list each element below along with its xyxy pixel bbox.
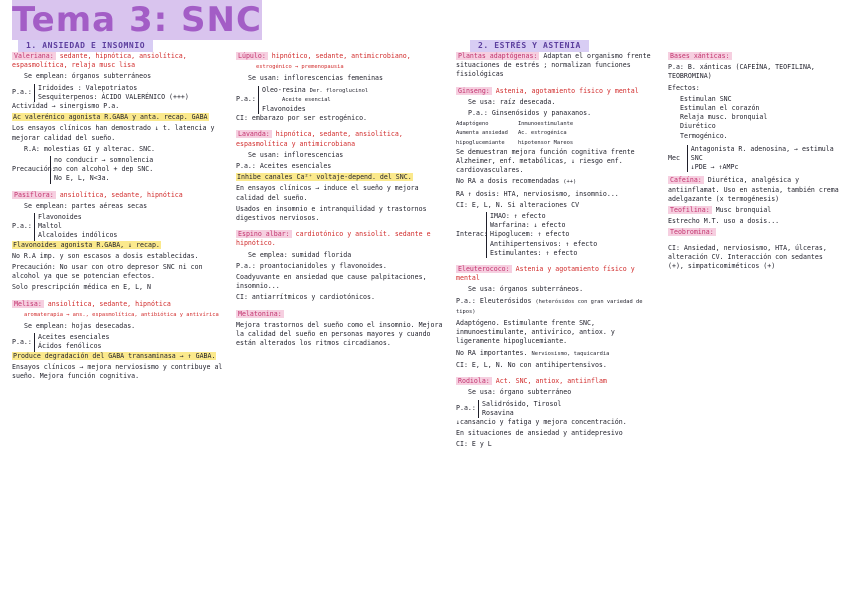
use-ginseng: Se usa: raíz desecada. xyxy=(468,97,556,106)
pa-tree-valeriana: P.a.: Iridoides : Valepotriatos Sesquiterpenos: ÁCIDO VALERÉNICO (+++) xyxy=(12,83,189,101)
plant-name-valeriana: Valeriana: xyxy=(14,52,54,60)
ginseng-block: Ginseng: Astenia, agotamiento físico y mental Se usa: raíz desecada. P.a.: Ginsenósidos y panaxanos. Adaptógeno Aumenta ansiedad hipoglucemiante Inmunoestimulante Ac. estrogénica hipotensor Mareos Se demuestran mejora función cognitiva frente Alzheimer, enf. metabólicas, ↓ riesgo enf. cardiovasculares. No RA a dosis recomendadas (++) RA ↑ dosis: HTA, nerviosismo, insomnio... CI: E, L, N. Si alteraciones CV Interac: IMAO: ↑ efecto Warfarina: ↓ efecto Hipoglucem: ↑ efecto Antihipertensivos: ↑ efecto Estimulantes: ↑ efecto xyxy=(456,87,662,258)
melatonina-block xyxy=(236,310,446,349)
use-lavanda: Se usan: inflorescencias xyxy=(248,150,344,159)
eleuterococo-block: Eleuterococo: Astenia y agotamiento físico y mental Se usa: órganos subterráneos. P.a.: Eleuterósidos (heterósidos con gran variedad de tipos) Adaptógeno. Estimulante frente SNC, inmunoestimulante, antivírico, antiox. y ligeramente hipoglucemiante. No RA importantes. Nerviosismo, taquicardia CI: E, L, N. No con antihipertensivos. xyxy=(456,265,662,370)
ra-dosis-ginseng: RA ↑ dosis: HTA, nerviosismo, insomnio... xyxy=(456,189,619,198)
use-melisa: Se emplean: hojas desecadas. xyxy=(24,322,136,331)
mechanism-valeriana: Ac valerénico agonista R.GABA y anta. recap. GABA xyxy=(13,113,208,122)
mechanism-pasiflora: Flavonoides agonista R.GABA, ↓ recap. xyxy=(13,240,160,249)
pa-item: Sesquiterpenos: ÁCIDO VALERÉNICO (+++) xyxy=(38,92,189,101)
heading-bases-xanticas: Bases xánticas: xyxy=(670,52,730,60)
use-rodiola: Se usa: órgano subterráneo xyxy=(468,388,572,397)
use-lupulo: Se usan: inflorescencias femeninas xyxy=(248,74,383,83)
plant-name-rodiola: Rodiola: xyxy=(458,377,490,386)
demuestra-ginseng: Se demuestran mejora función cognitiva frente Alzheimer, enf. metabólicas, ↓ riesgo enf. cardiovasculares. xyxy=(456,147,635,175)
pasiflora-block xyxy=(12,191,230,293)
pa-tree-rodiola: P.a.: Salidrósido, Tirosol Rosavina xyxy=(456,399,562,417)
effects-rodiola: Act. SNC, antiox, antiinflam xyxy=(495,377,607,386)
ci-rodiola: CI: E y L xyxy=(456,440,492,449)
plant-name-lavanda: Lavanda: xyxy=(238,130,270,139)
mechanism-lavanda: Inhibe canales Ca²⁺ voltaje-depend. del SNC. xyxy=(237,173,412,182)
precaucion-pasiflora: Precaución: No usar con otro depresor SNC ni con alcohol ya que se potencian efectos. xyxy=(12,263,203,281)
plant-name-lupulo: Lúpulo: xyxy=(238,52,266,60)
column-3 xyxy=(456,52,662,457)
no-ra-ginseng: No RA a dosis recomendadas xyxy=(456,177,560,186)
use-espino: Se emplea: sumidad florida xyxy=(248,250,352,259)
column-2 xyxy=(236,52,446,355)
effects-ginseng: Astenia, agotamiento físico y mental xyxy=(495,86,639,95)
plant-name-melatonina: Melatonina: xyxy=(238,309,282,318)
ensayos-valeriana: Los ensayos clínicos han demostrado ↓ t. latencia y mejorar calidad del sueño. xyxy=(12,124,215,142)
actividades-ginseng: Adaptógeno Aumenta ansiedad hipoglucemiante Inmunoestimulante Ac. estrogénica hipotensor Mareos xyxy=(456,121,574,146)
coadyuvante-espino: Coadyuvante en ansiedad que cause palpitaciones, insomnio... xyxy=(236,273,427,291)
pa-bases-xanticas: P.a: B. xánticas (CAFEÍNA, TEOFILINA, TEOBROMINA) xyxy=(668,63,815,81)
interacciones-ginseng: Interac: IMAO: ↑ efecto Warfarina: ↓ efecto Hipoglucem: ↑ efecto Antihipertensivos: ↑ efecto Estimulantes: ↑ efecto xyxy=(456,212,598,257)
mechanism-melisa: Produce degradación del GABA transaminasa → ↑ GABA. xyxy=(13,351,216,360)
cansancio-rodiola: ↓cansancio y fatiga y mejora concentración. xyxy=(456,417,627,426)
effects-lupulo: hipnótico, sedante, antimicrobiano, xyxy=(271,52,411,60)
effects-espino: cardiotónico y ansiolít. sedante e hipnótico. xyxy=(236,230,431,248)
effects-lavanda: hipnótica, sedante, ansiolítica, espasmolítica y antimicrobiana xyxy=(236,130,403,148)
ci-ginseng: CI: E, L, N. Si alteraciones CV xyxy=(456,200,580,209)
use-eleuterococo: Se usa: órganos subterráneos. xyxy=(468,285,584,294)
actividad-valeriana: Actividad → sinergismo P.a. xyxy=(12,102,120,111)
plant-name-ginseng: Ginseng: xyxy=(458,86,490,95)
ensayos-lavanda: En ensayos clínicos → induce el sueño y mejora calidad del sueño. xyxy=(236,184,419,202)
efectos-list: Estimulan SNC Estimulan el corazón Relaja musc. bronquial Diurético Termogénico. xyxy=(680,94,768,140)
espino-block xyxy=(236,230,446,302)
plant-name-eleuterococo: Eleuterococo: xyxy=(458,265,510,274)
text-teofilina-2: Estrecho M.T. uso a dosis... xyxy=(668,217,780,226)
use-pasiflora: Se emplean: partes aéreas secas xyxy=(24,201,148,210)
lavanda-block xyxy=(236,130,446,223)
column-1 xyxy=(12,52,230,388)
ci-lupulo: CI: embarazo por ser estrogénico. xyxy=(236,114,368,123)
pa-tree-lupulo: P.a.: Oleo-resina Der. floroglucinol Aceite esencial Flavonoides xyxy=(236,85,369,114)
no-ra-eleuterococo: No RA importantes. xyxy=(456,348,528,357)
pa-item: Iridoides : Valepotriatos xyxy=(38,83,138,92)
pa-tree-melisa: P.a.: Aceites esenciales Ácidos fenólicos xyxy=(12,333,110,351)
pa-ginseng: P.a.: Ginsenósidos y panaxanos. xyxy=(468,109,592,118)
heading-teofilina: Teofilina: xyxy=(670,206,710,215)
valeriana-block xyxy=(12,52,230,184)
adapt-eleuterococo: Adaptógeno. Estimulante frente SNC, inmunoestimulante, antivírico, antiox. y ligeramente hipoglucemiante. xyxy=(456,319,615,346)
text-cafeina: Diurética, analgésica y antiinflamat. Uso en astenia, también crema adelgazante (x termogénesis) xyxy=(668,176,839,203)
melisa-block xyxy=(12,300,230,382)
effects-small-melisa: aromaterapia → ans., espasmolítica, antibiótica y antivírica xyxy=(24,311,219,318)
ci-bases-xanticas: CI: Ansiedad, nerviosismo, HTA, úlceras, alteración CV. Interacción con sedantes (+), simpaticomiméticos (+) xyxy=(668,243,827,271)
plantas-adaptogenas-block xyxy=(456,52,662,80)
ci-eleuterococo: CI: E, L, N. No con antihipertensivos. xyxy=(456,360,607,369)
ra-pasiflora: No R.A imp. y son escasos a dosis establecidas. xyxy=(12,251,199,260)
effects-melisa: ansiolítica, sedante, hipnótica xyxy=(47,299,171,308)
efectos-label: Efectos: xyxy=(668,83,700,92)
plant-name-pasiflora: Pasiflora: xyxy=(14,190,54,199)
heading-teobromina: Teobromina: xyxy=(670,228,714,237)
ci-espino: CI: antiarrítmicos y cardiotónicos. xyxy=(236,293,375,302)
heading-plantas-adaptogenas: Plantas adaptógenas: xyxy=(458,52,538,60)
ra-valeriana: R.A: molestias GI y alterac. SNC. xyxy=(24,144,156,153)
rodiola-block xyxy=(456,377,662,449)
plant-name-espino: Espino albar: xyxy=(238,230,290,239)
section-heading-ansiedad: 1. ANSIEDAD E INSOMNIO xyxy=(18,40,153,52)
heading-cafeina: Cafeína: xyxy=(670,176,702,185)
lupulo-block xyxy=(236,52,446,123)
situaciones-rodiola: En situaciones de ansiedad y antidepresivo xyxy=(456,429,623,438)
text-melatonina: Mejora trastornos del sueño como el insomnio. Mejora la calidad del sueño en personas mayores y cuando están alterados los ritmos circadianos. xyxy=(236,320,443,348)
use-valeriana: Se emplean: órganos subterráneos xyxy=(24,72,152,81)
usados-lavanda: Usados en insomnio e intranquilidad y trastornos digestivos nerviosos. xyxy=(236,204,427,223)
pa-espino: P.a.: proantocianidoles y flavonoides. xyxy=(236,261,387,270)
page-title: Tema 3: SNC xyxy=(12,0,262,40)
effects-valeriana: sedante, hipnótica, ansiolítica, espasmolítica, relaja musc lisa xyxy=(12,52,187,70)
pa-eleuterococo: P.a.: Eleuterósidos xyxy=(456,296,532,305)
plant-name-melisa: Melisa: xyxy=(14,299,42,308)
prescripcion-pasiflora: Solo prescripción médica en E, L, N xyxy=(12,283,151,292)
text-teofilina: Musc bronquial xyxy=(715,206,772,215)
bases-xanticas-block xyxy=(668,52,840,271)
mecanismo-tree: Mec Antagonista R. adenosina, → estimula SNC ↓PDE → ↑AMPc xyxy=(668,145,840,173)
section-heading-estres: 2. ESTRÉS Y ASTENIA xyxy=(470,40,589,52)
pa-tree-pasiflora: P.a.: Flavonoides Maltol Alcaloides indólicos xyxy=(12,213,118,240)
effects-small-lupulo: estrogénico → premenopausia xyxy=(256,64,344,71)
ensayos-melisa: Ensayos clínicos → mejora nerviosismo y contribuye al sueño. Mejora función cognitiva. xyxy=(12,362,223,381)
effects-eleuterococo: Astenia y agotamiento físico y mental xyxy=(456,265,635,283)
pa-lavanda: P.a.: Aceites esenciales xyxy=(236,162,332,171)
text-plantas-adaptogenas: Adaptan el organismo frente situaciones de estrés ; normalizan funciones fisiológicas xyxy=(456,52,651,79)
precaucion-tree-valeriana: Precaución: no conducir → somnolencia no con alcohol + dep SNC. No E, L, N<3a. xyxy=(12,156,154,183)
effects-pasiflora: ansiolítica, sedante, hipnótica xyxy=(59,190,183,199)
column-4 xyxy=(668,52,840,278)
